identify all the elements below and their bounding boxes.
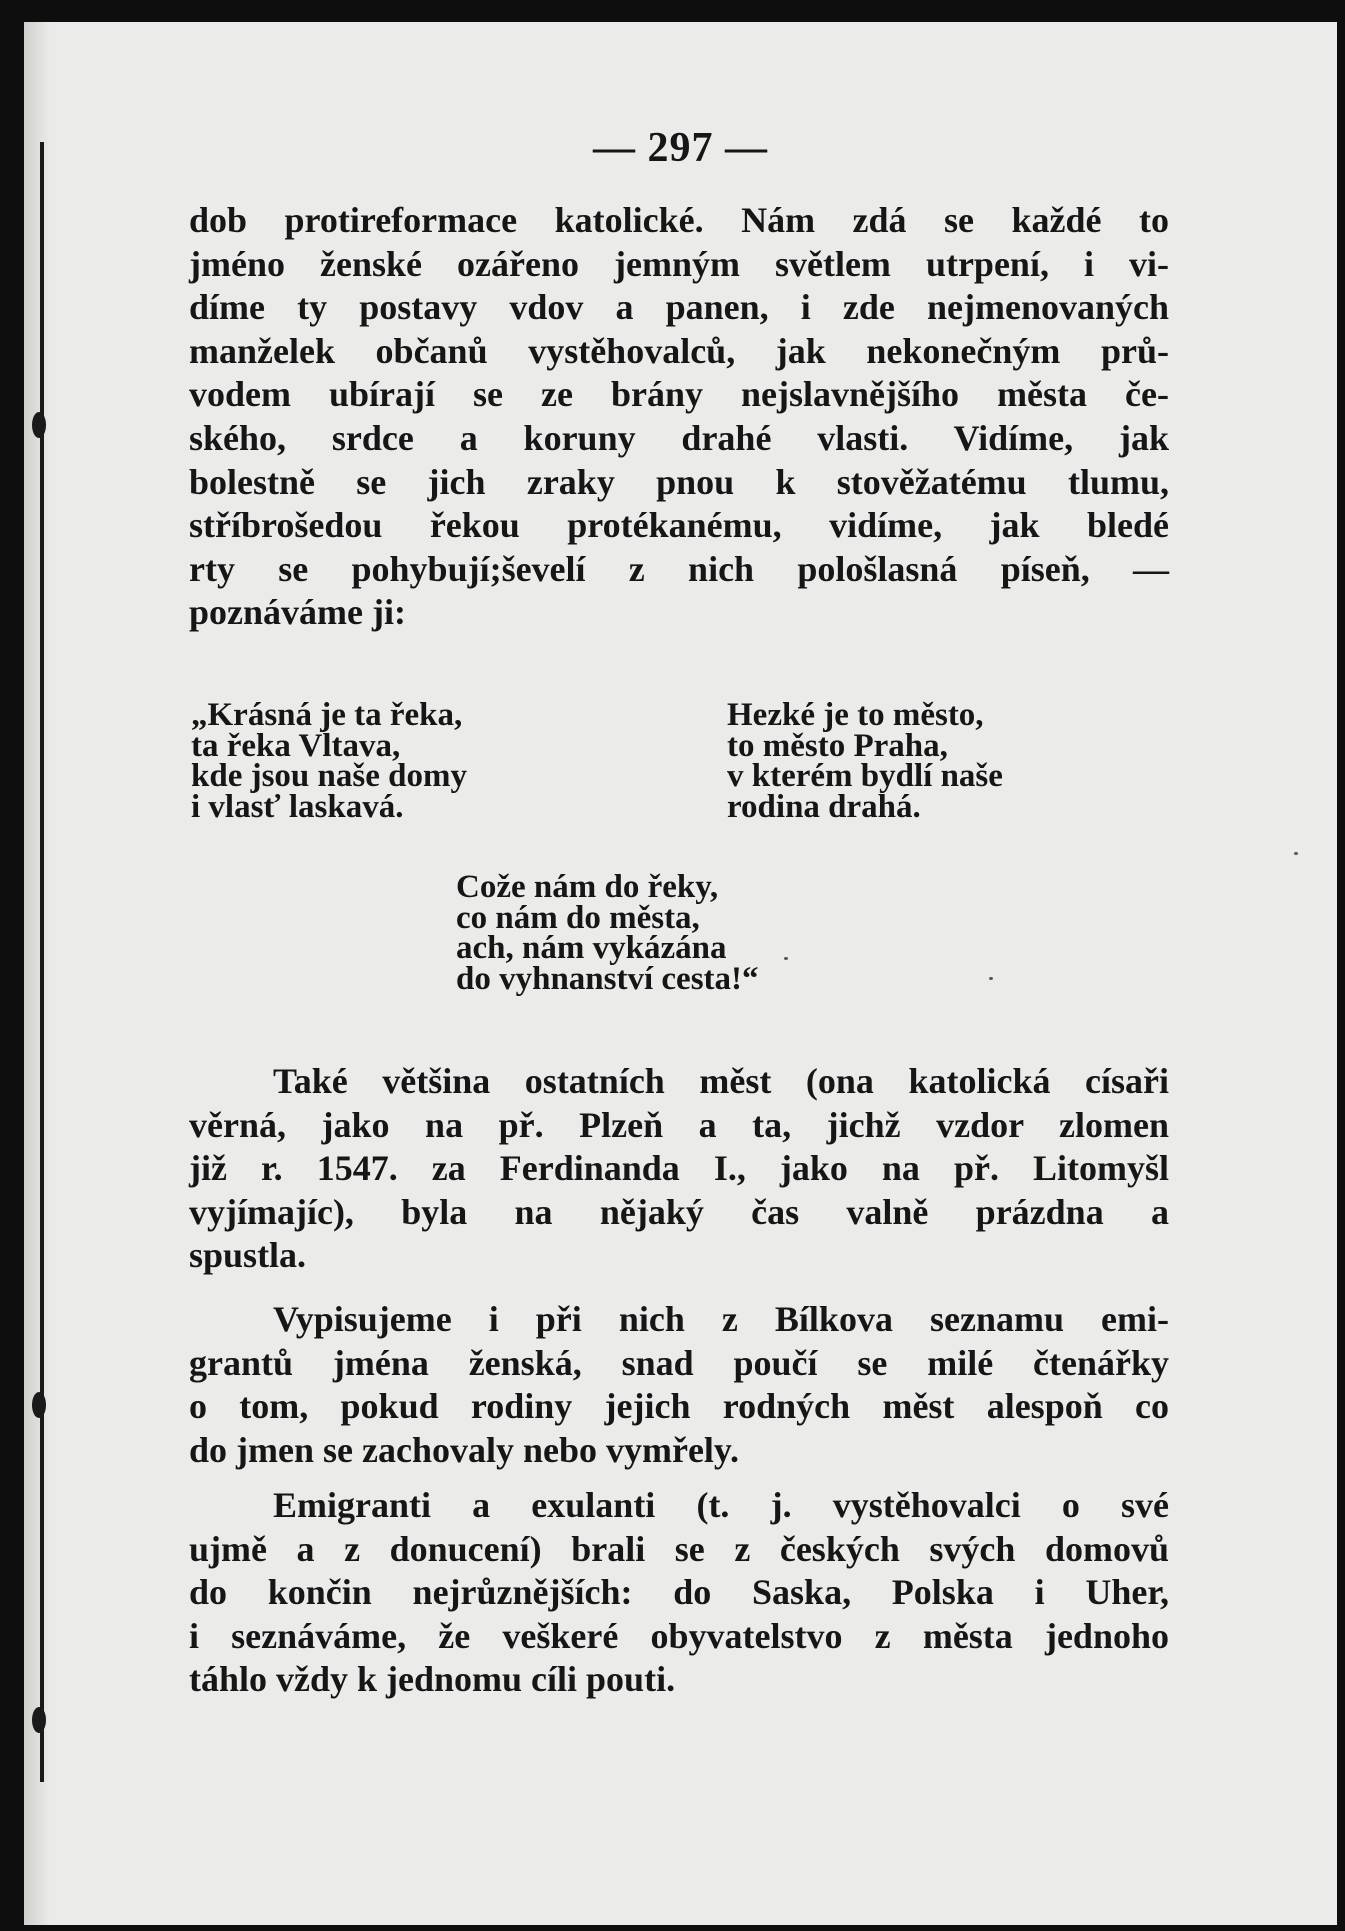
text-line: jméno ženské ozářeno jemným světlem utrpení, i vi- <box>189 243 1169 284</box>
binding-hole-mark <box>32 412 46 438</box>
text-line: do jmen se zachovaly nebo vymřely. <box>189 1429 739 1470</box>
text-line: vyjímajíc), byla na nějaký čas valně prázdna a <box>189 1191 1169 1232</box>
poem-stanza-left <box>191 697 467 825</box>
scan-speck <box>784 957 788 960</box>
scan-speck <box>1294 852 1298 855</box>
book-page <box>24 22 1337 1925</box>
page-number: — 297 — <box>593 125 768 171</box>
poem-stanza-right <box>727 697 1003 825</box>
text-line: Vypisujeme i při nich z Bílkova seznamu emi- <box>273 1299 1169 1339</box>
text-line: rty se pohybují;ševelí z nich pološlasná píseň, — <box>189 548 1169 589</box>
text-line: vodem ubírají se ze brány nejslavnějšího města če- <box>189 374 1169 415</box>
binding-hole-mark <box>32 1392 46 1418</box>
binding-edge-line <box>40 142 44 1782</box>
poem-line: co nám do města, <box>456 899 700 936</box>
text-line: táhlo vždy k jednomu cíli pouti. <box>189 1659 676 1700</box>
text-line: poznáváme ji: <box>189 592 406 633</box>
poem-line: „Krásná je ta řeka, <box>191 697 463 733</box>
poem-line: v kterém bydlí naše <box>727 758 1003 794</box>
text-line: ského, srdce a koruny drahé vlasti. Vidíme, jak <box>189 417 1169 458</box>
paragraph-names <box>189 1298 1169 1472</box>
paragraph-emigrants <box>189 1484 1169 1702</box>
text-line: bolestně se jich zraky pnou k stověžatému tlumu, <box>189 461 1169 502</box>
text-line: grantů jména ženská, snad poučí se milé čtenářky <box>189 1342 1169 1383</box>
text-line: o tom, pokud rodiny jejich rodných měst alespoň co <box>189 1386 1169 1427</box>
text-line: Emigranti a exulanti (t. j. vystěhovalci o své <box>273 1485 1169 1525</box>
text-line: ujmě a z donucení) brali se z českých svých domovů <box>189 1528 1169 1569</box>
poem-line: kde jsou naše domy <box>191 758 467 794</box>
poem-line: rodina drahá. <box>727 788 921 825</box>
poem-line: Hezké je to město, <box>727 697 984 733</box>
text-line: manželek občanů vystěhovalců, jak nekonečným prů- <box>189 330 1169 371</box>
poem-line: Cože nám do řeky, <box>456 869 719 905</box>
binding-shadow <box>24 22 50 1925</box>
poem-line: ach, nám vykázána <box>456 930 727 966</box>
text-line: i seznáváme, že veškeré obyvatelstvo z města jednoho <box>189 1615 1169 1656</box>
text-line: díme ty postavy vdov a panen, i zde nejmenovaných <box>189 287 1169 328</box>
text-line: stříbrošedou řekou protékanému, vidíme, jak bledé <box>189 505 1169 546</box>
poem-stanza-center <box>456 869 759 997</box>
poem-line: i vlasť laskavá. <box>191 788 404 825</box>
paragraph-cities <box>189 1060 1169 1278</box>
text-line: spustla. <box>189 1235 307 1276</box>
text-line: již r. 1547. za Ferdinanda I., jako na př. Litomyšl <box>189 1148 1169 1189</box>
text-line: věrná, jako na př. Plzeň a ta, jichž vzdor zlomen <box>189 1104 1169 1145</box>
poem-line: to město Praha, <box>727 727 948 764</box>
paragraph-intro <box>189 199 1169 635</box>
text-line: dob protireformace katolické. Nám zdá se každé to <box>189 200 1169 240</box>
text-line: do končin nejrůznějších: do Saska, Polska i Uher, <box>189 1572 1169 1613</box>
poem-line: do vyhnanství cesta!“ <box>456 960 759 997</box>
poem-line: ta řeka Vltava, <box>191 727 401 764</box>
scan-speck <box>989 977 993 980</box>
binding-hole-mark <box>32 1707 46 1733</box>
text-line: Také většina ostatních měst (ona katolická císaři <box>273 1061 1169 1101</box>
